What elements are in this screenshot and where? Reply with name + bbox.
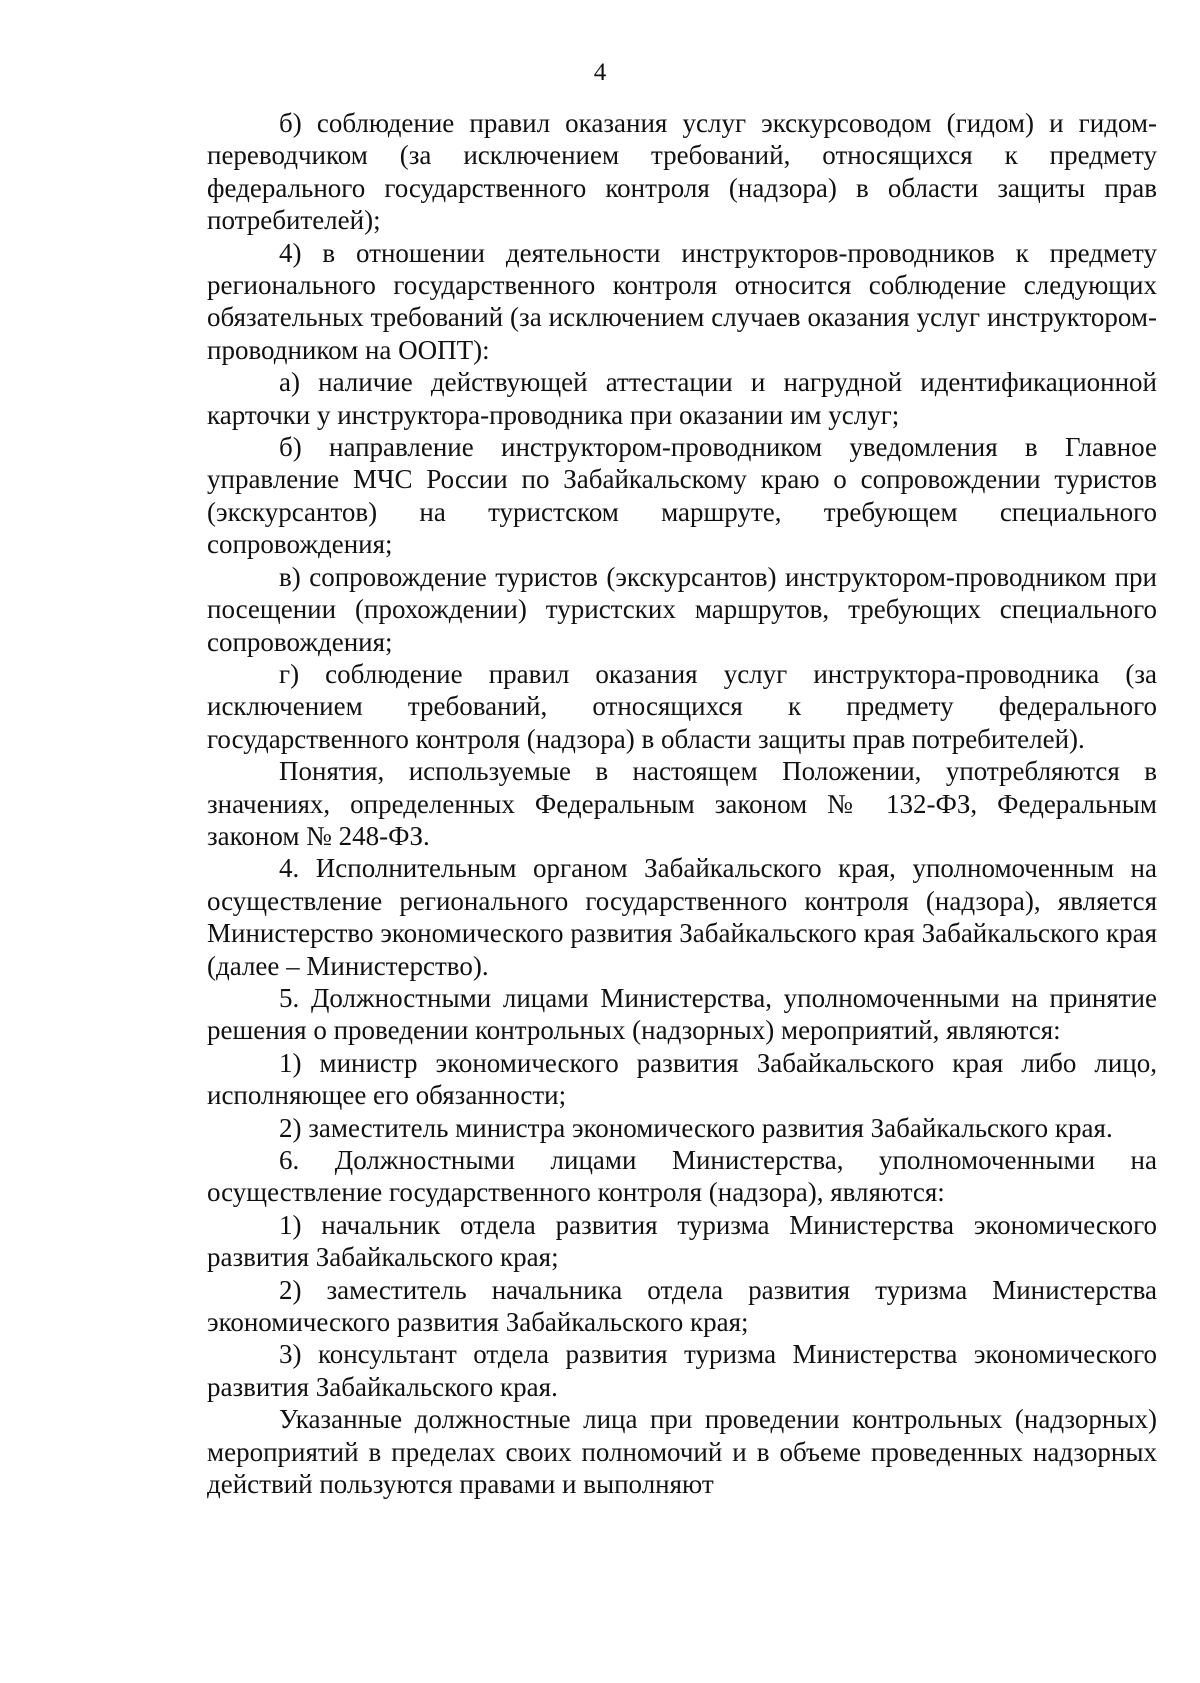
paragraph-section-6-item-1: 1) начальник отдела развития туризма Министерства экономического развития Забайкальского края; [207,1209,1157,1273]
paragraph-definitions: Понятия, используемые в настоящем Положении, употребляются в значениях, определенных Федеральным законом № 132-ФЗ, Федеральным законом № 248-ФЗ. [207,756,1157,851]
document-body [207,107,1157,1500]
paragraph-item-g-instructor-rules: г) соблюдение правил оказания услуг инструктора-проводника (за исключением требований, относящихся к предмету федерального государственного контроля (надзора) в области защиты прав потребителей). [207,658,1157,754]
paragraph-section-5-item-2: 2) заместитель министра экономического развития Забайкальского края. [279,1112,1113,1143]
paragraph-officials-rights: Указанные должностные лица при проведении контрольных (надзорных) мероприятий в пределах своих полномочий и в объеме проведенных надзорных действий пользуются правами и выполняют [207,1404,1157,1500]
paragraph-item-b-notification: б) направление инструктором-проводником уведомления в Главное управление МЧС России по Забайкальскому краю о сопровождении туристов (экскурсантов) на туристском маршруте, требующем специального сопровождения; [207,432,1157,560]
paragraph-item-4-instructors: 4) в отношении деятельности инструкторов-проводников к предмету регионального государственного контроля относится соблюдение следующих обязательных требований (за исключением случаев оказания услуг инструктором-проводником на ООПТ): [207,237,1157,365]
paragraph-section-6-item-2: 2) заместитель начальника отдела развития туризма Министерства экономического развития Забайкальского края; [207,1274,1157,1338]
paragraph-item-b-excursion-rules: б) соблюдение правил оказания услуг экскурсоводом (гидом) и гидом-переводчиком (за исключением требований, относящихся к предмету федерального государственного контроля (надзора) в области защиты прав потребителей); [207,108,1157,236]
page-number: 4 [593,59,607,86]
paragraph-section-5: 5. Должностными лицами Министерства, уполномоченными на принятие решения о проведении контрольных (надзорных) мероприятий, являются: [207,982,1157,1046]
paragraph-item-a-attestation: а) наличие действующей аттестации и нагрудной идентификационной карточки у инструктора-проводника при оказании им услуг; [207,367,1157,430]
paragraph-item-v-escort: в) сопровождение туристов (экскурсантов) инструктором-проводником при посещении (прохождении) туристских маршрутов, требующих специального сопровождения; [207,561,1157,657]
paragraph-section-6-item-3: 3) консультант отдела развития туризма Министерства экономического развития Забайкальского края. [207,1339,1157,1402]
paragraph-section-6: 6. Должностными лицами Министерства, уполномоченными на осуществление государственного контроля (надзора), являются: [207,1145,1157,1208]
paragraph-section-4: 4. Исполнительным органом Забайкальского края, уполномоченным на осуществление регионального государственного контроля (надзора), является Министерство экономического развития Забайкальского края Забайкальского края (далее – Министерство). [207,853,1157,981]
paragraph-section-5-item-1: 1) министр экономического развития Забайкальского края либо лицо, исполняющее его обязанности; [207,1047,1157,1111]
